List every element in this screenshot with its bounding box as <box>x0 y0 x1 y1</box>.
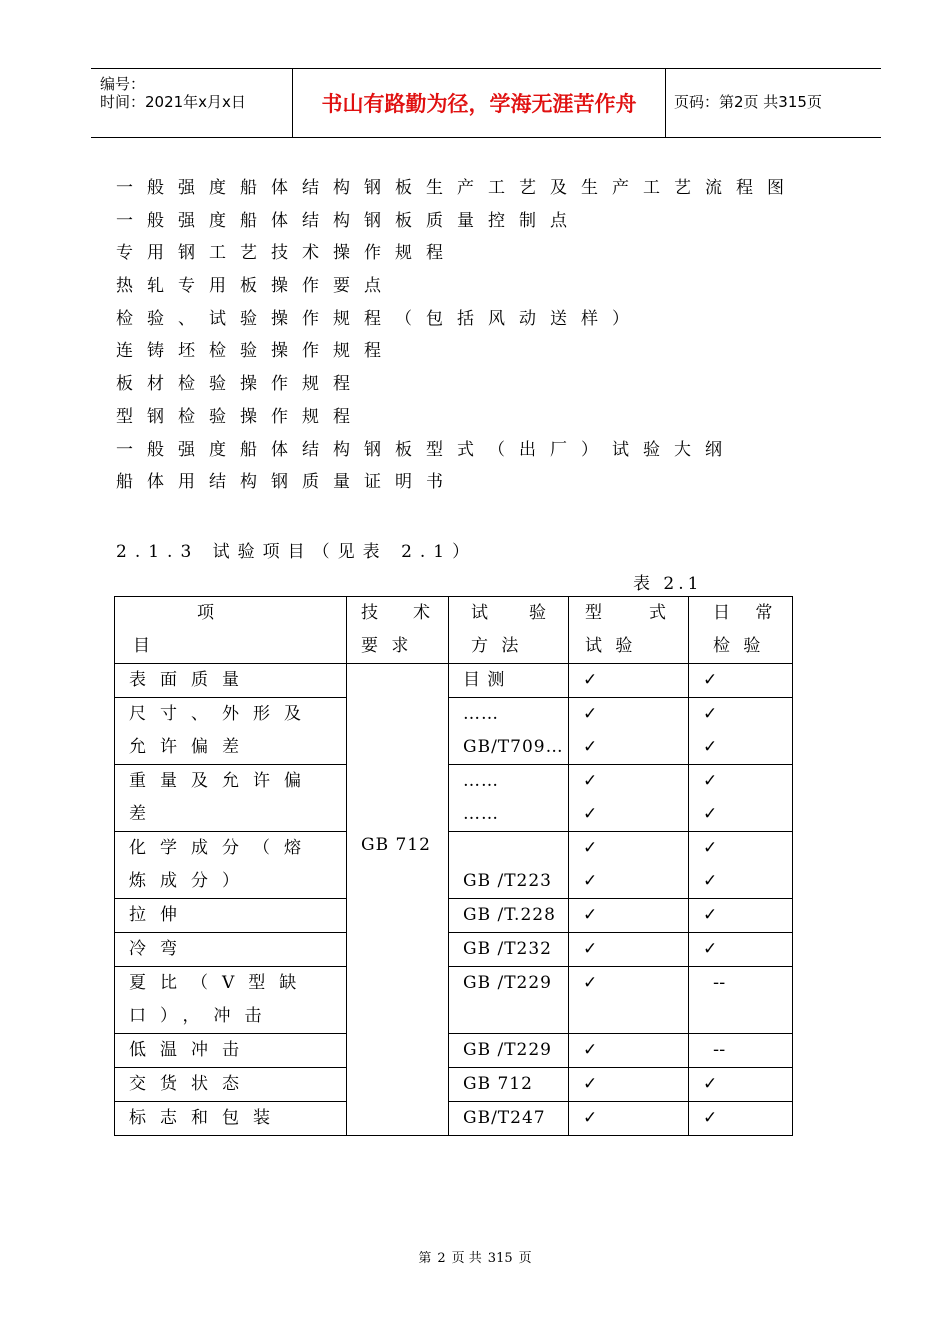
check-icon: ✓ <box>583 905 598 925</box>
header-type-top-b: 式 <box>649 603 666 623</box>
dash-mark: -- <box>713 973 726 993</box>
test-items-table <box>114 596 793 1136</box>
header-method <box>449 597 569 664</box>
check-icon: ✓ <box>703 771 718 791</box>
header-page-info: 页码：第2页 共315页 <box>674 93 822 111</box>
check-icon: ✓ <box>583 973 598 993</box>
table-row <box>115 899 793 933</box>
row-method: GB/T247 <box>463 1108 546 1128</box>
list-item: 船体用结构钢质量证明书 <box>116 472 457 493</box>
check-icon: ✓ <box>583 1040 598 1060</box>
row-method: GB /T229 <box>463 1040 552 1060</box>
check-icon: ✓ <box>583 1074 598 1094</box>
page-footer <box>0 1247 950 1266</box>
check-icon: ✓ <box>703 670 718 690</box>
page-header <box>91 68 881 138</box>
header-item-top: 项 <box>197 603 214 623</box>
header-motto: 书山有路勤为径，学海无涯苦作舟 <box>293 69 666 137</box>
check-icon: ✓ <box>703 905 718 925</box>
table-row <box>115 1102 793 1136</box>
row-item: 低温冲击 <box>129 1040 253 1060</box>
check-icon: ✓ <box>583 939 598 959</box>
tech-requirement-cell <box>347 664 449 1136</box>
row-method: GB/T709… <box>463 737 564 757</box>
row-method: GB /T.228 <box>463 905 556 925</box>
row-item: 重量及允许偏 <box>129 771 315 791</box>
row-method: 目 测 <box>463 670 506 690</box>
list-item: 一般强度船体结构钢板生产工艺及生产工艺流程图 <box>116 178 798 198</box>
row-item: 表面质量 <box>129 670 253 690</box>
check-icon: ✓ <box>703 704 718 724</box>
row-method <box>463 1000 568 1033</box>
list-item: 热轧专用板操作要点 <box>116 276 395 297</box>
table-row <box>115 1068 793 1102</box>
list-item: 连铸坯检验操作规程 <box>116 341 395 362</box>
row-method: …… <box>463 804 499 824</box>
header-item-bottom: 目 <box>133 636 150 656</box>
section-title: 2.1.3 试验项目（见表 2.1） <box>116 542 478 562</box>
row-item: 尺寸、外形及 <box>129 704 315 724</box>
header-method-top-b: 验 <box>529 603 546 623</box>
header-daily-bottom: 检 验 <box>713 636 765 656</box>
time-label: 时间：2021年x月x日 <box>100 93 246 111</box>
row-method: …… <box>463 771 499 791</box>
check-icon: ✓ <box>583 1108 598 1128</box>
footer-page-number: 2 <box>437 1251 446 1266</box>
header-tech-bottom: 要 求 <box>361 636 413 656</box>
empty-mark <box>583 1000 688 1033</box>
check-icon: ✓ <box>583 704 598 724</box>
row-method: …… <box>463 704 499 724</box>
header-daily-top: 日 常 <box>713 603 783 623</box>
row-method <box>463 832 568 865</box>
list-item: 检验、试验操作规程（包括风动送样） <box>116 308 643 329</box>
check-icon: ✓ <box>583 838 598 858</box>
row-item: 化学成分（熔 <box>129 838 315 858</box>
empty-mark <box>703 1000 792 1033</box>
check-icon: ✓ <box>703 1108 718 1128</box>
row-item: 差 <box>129 804 160 824</box>
table-row <box>115 765 793 832</box>
row-item: 炼成分） <box>129 871 253 891</box>
list-item: 板材检验操作规程 <box>116 374 364 395</box>
header-item <box>115 597 347 664</box>
table-row <box>115 698 793 765</box>
table-row <box>115 664 793 698</box>
row-method: GB /T232 <box>463 939 552 959</box>
row-item: 夏比（V型缺 <box>129 973 311 993</box>
row-item: 口），冲击 <box>129 1006 276 1026</box>
check-icon: ✓ <box>583 804 598 824</box>
table-row <box>115 933 793 967</box>
list-item: 专用钢工艺技术操作规程 <box>116 243 457 264</box>
row-item: 冷弯 <box>129 939 191 959</box>
row-method: GB /T223 <box>463 871 552 891</box>
table-caption: 表 2.1 <box>633 574 703 594</box>
check-icon: ✓ <box>703 939 718 959</box>
table-row <box>115 832 793 899</box>
dash-mark: -- <box>713 1040 726 1060</box>
header-tech-top-b: 术 <box>413 603 430 623</box>
check-icon: ✓ <box>583 737 598 757</box>
header-type-test <box>569 597 689 664</box>
table-header-row <box>115 597 793 664</box>
list-item: 一般强度船体结构钢板型式（出厂）试验大纲 <box>116 439 736 460</box>
list-item: 型钢检验操作规程 <box>116 406 364 427</box>
row-method: GB /T229 <box>463 973 552 993</box>
check-icon: ✓ <box>583 670 598 690</box>
header-daily-check <box>689 597 793 664</box>
header-tech-top-a: 技 <box>361 603 378 623</box>
check-icon: ✓ <box>583 771 598 791</box>
footer-total-pages: 315 <box>487 1251 513 1266</box>
row-item: 允许偏差 <box>129 737 253 757</box>
check-icon: ✓ <box>703 804 718 824</box>
table-row <box>115 1034 793 1068</box>
check-icon: ✓ <box>703 871 718 891</box>
number-label: 编号： <box>100 75 146 93</box>
list-item: 一般强度船体结构钢板质量控制点 <box>116 210 581 231</box>
header-tech <box>347 597 449 664</box>
footer-prefix: 第 <box>418 1251 432 1266</box>
header-type-bottom: 试 验 <box>585 636 637 656</box>
row-item: 交货状态 <box>129 1074 253 1094</box>
footer-mid: 页 共 <box>451 1251 482 1266</box>
check-icon: ✓ <box>703 737 718 757</box>
row-item: 拉伸 <box>129 905 191 925</box>
check-icon: ✓ <box>703 1074 718 1094</box>
tech-requirement: GB 712 <box>361 835 431 855</box>
footer-suffix: 页 <box>518 1251 532 1266</box>
header-method-top-a: 试 <box>471 603 488 623</box>
header-meta <box>91 69 293 137</box>
check-icon: ✓ <box>703 838 718 858</box>
row-item: 标志和包装 <box>129 1108 284 1128</box>
header-method-bottom: 方 法 <box>471 636 523 656</box>
table-row <box>115 967 793 1034</box>
check-icon: ✓ <box>583 871 598 891</box>
document-list <box>116 176 798 503</box>
header-type-top-a: 型 <box>585 603 602 623</box>
row-method: GB 712 <box>463 1074 533 1094</box>
